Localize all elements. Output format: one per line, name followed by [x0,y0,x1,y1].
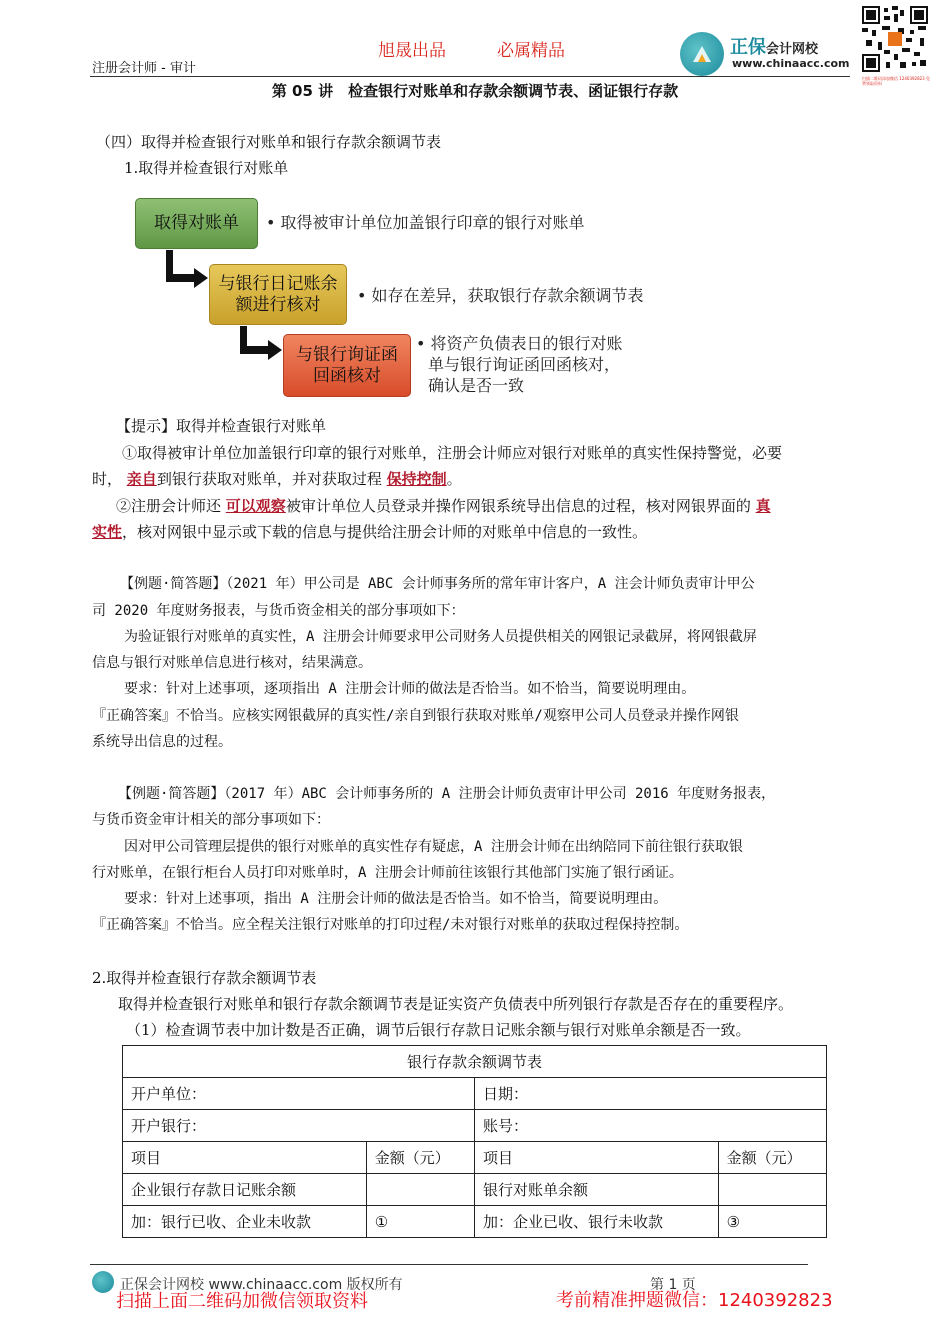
footer-page-number: 第 1 页 [650,1277,696,1293]
reconciliation-table [122,1045,827,1238]
table-row [123,1110,827,1142]
flow-arrow-2-icon [234,326,284,362]
table-row [123,1206,827,1238]
statement-balance-cell: 银行对账单余额 [474,1174,718,1206]
col-amount-right: 金额（元） [718,1142,826,1174]
footer-copyright: 正保会计网校 www.chinaacc.com 版权所有 [120,1277,403,1293]
slogan-right: 必属精品 [497,41,565,61]
company-received-cell: 加：企业已收、银行未收款 [474,1206,718,1238]
flow-step-3-line1: 与银行询证函 [296,344,398,365]
brand-name-suffix: 会计网校 [766,42,819,57]
ledger-balance-amount [366,1174,474,1206]
date-cell: 日期： [474,1078,826,1110]
ledger-balance-cell: 企业银行存款日记账余额 [123,1174,367,1206]
brand-mark-icon [690,42,714,66]
keyword-authenticity-part1: 真 [755,497,771,515]
tip-p1-end: 。 [446,470,462,488]
flow-note-1: • 取得被审计单位加盖银行印章的银行对账单 [266,213,585,232]
section-heading: （四）取得并检查银行对账单和银行存款余额调节表 [96,133,442,151]
table-row [123,1174,827,1206]
example2-line4: 行对账单，在银行柜台人员打印对账单时，A 注册会计师前往该银行其他部门实施了银行函证。 [92,865,683,881]
tip-p2-middle: 被审计单位人员登录并操作网银系统导出信息的过程，核对网银界面的 [285,497,751,515]
keyword-can-observe: 可以观察 [225,497,286,515]
subsection-2-title: 2.取得并检查银行存款余额调节表 [92,969,317,987]
lecture-title: 第 05 讲 检查银行对账单和存款余额调节表、函证银行存款 [271,82,679,100]
col-item-left: 项目 [123,1142,367,1174]
open-bank-cell: 开户银行： [123,1110,475,1142]
subsection-2-check-item: （1）检查调节表中加计数是否正确，调节后银行存款日记账余额与银行对账单余额是否一致。 [126,1021,751,1039]
tip-p1-middle: 到银行获取对账单，并对获取过程 [156,470,382,488]
tip-p1-prefix: 时， [92,470,123,488]
table-title-row [123,1046,827,1078]
brand-url[interactable]: www.chinaacc.com [732,57,850,70]
flow-note-2: • 如存在差异，获取银行存款余额调节表 [357,286,644,305]
footer-divider [90,1264,808,1265]
footer-promo-left: 扫描上面二维码加微信领取资料 [116,1291,368,1312]
example1-requirement: 要求：针对上述事项，逐项指出 A 注册会计师的做法是否恰当。如不恰当，简要说明理由。 [124,681,696,697]
tip-p1-line2 [92,467,462,491]
tip-title: 【提示】取得并检查银行对账单 [116,417,327,435]
example2-line3: 因对甲公司管理层提供的银行对账单的真实性存有疑虑，A 注册会计师在出纳陪同下前往银行获取银 [124,839,743,855]
tip-p1-line1: ①取得被审计单位加盖银行印章的银行对账单，注册会计师应对银行对账单的真实性保持警觉，必要 [122,444,783,462]
open-unit-cell: 开户单位： [123,1078,475,1110]
table-row [123,1078,827,1110]
example1-line4: 信息与银行对账单信息进行核对，结果满意。 [92,655,372,671]
example2-line1: 【例题·简答题】（2017 年）ABC 会计师事务所的 A 注册会计师负责审计甲公司 2016 年度财务报表， [118,786,776,802]
qr-code-icon [862,6,928,72]
flow-note-3-line3: 确认是否一致 [428,376,525,395]
bank-received-amount: ① [366,1206,474,1238]
example1-line2: 司 2020 年度财务报表，与货币资金相关的部分事项如下： [92,603,465,619]
slogan-left: 旭晟出品 [378,41,446,61]
flow-step-obtain-statement [135,198,258,249]
example1-line1: 【例题·简答题】（2021 年）甲公司是 ABC 会计师事务所的常年审计客户，A 注会计师负责审计甲公 [120,576,755,592]
course-name: 注册会计师 - 审计 [92,61,196,76]
col-amount-left: 金额（元） [366,1142,474,1174]
keyword-in-person: 亲自 [126,470,157,488]
flow-step-2-line2: 额进行核对 [235,294,321,315]
flow-step-compare-ledger [209,264,347,325]
footer-promo-right: 考前精准押题微信：1240392823 [556,1290,833,1311]
flow-note-3-line1: • 将资产负债表日的银行对账 [416,334,623,353]
keyword-authenticity-part2: 实性 [92,523,123,541]
flow-step-1-line1: 取得对账单 [154,213,239,233]
account-cell: 账号： [474,1110,826,1142]
tip-p2-prefix: ②注册会计师还 [116,497,222,515]
bank-received-cell: 加：银行已收、企业未收款 [123,1206,367,1238]
example2-answer: 『正确答案』不恰当。应全程关注银行对账单的打印过程/未对银行对账单的获取过程保持控制。 [92,917,689,933]
example2-line2: 与货币资金审计相关的部分事项如下： [92,812,330,828]
statement-balance-amount [718,1174,826,1206]
example1-line3: 为验证银行对账单的真实性，A 注册会计师要求甲公司财务人员提供相关的网银记录截屏，将网银截屏 [124,629,757,645]
flow-step-3-line2: 回函核对 [313,365,381,386]
col-item-right: 项目 [474,1142,718,1174]
tip-p2-end: ，核对网银中显示或下载的信息与提供给注册会计师的对账单中信息的一致性。 [122,523,648,541]
example2-requirement: 要求：针对上述事项，指出 A 注册会计师的做法是否恰当。如不恰当，简要说明理由。 [124,891,668,907]
flow-step-2-line1: 与银行日记账余 [218,273,338,294]
flow-step-compare-confirmation [283,334,411,397]
table-header-row [123,1142,827,1174]
flow-arrow-1-icon [160,250,210,290]
brand-name-main: 正保 [730,37,766,58]
tip-p2-line2 [92,520,647,544]
example1-answer-cont: 系统导出信息的过程。 [92,734,232,750]
company-received-amount: ③ [718,1206,826,1238]
table-title: 银行存款余额调节表 [123,1046,827,1078]
keyword-maintain-control: 保持控制 [386,470,447,488]
brand-name[interactable] [730,33,818,59]
subsection-2-paragraph: 取得并检查银行对账单和银行存款余额调节表是证实资产负债表中所列银行存款是否存在的重要程序。 [118,995,794,1013]
footer-logo-icon [92,1271,114,1293]
tip-p2-line1 [116,494,771,518]
subsection-1-title: 1.取得并检查银行对账单 [124,159,289,177]
example1-answer: 『正确答案』不恰当。应核实网银截屏的真实性/亲自到银行获取对账单/观察甲公司人员登录并操作网银 [92,708,739,724]
header-divider [90,76,850,77]
flow-note-3-line2: 单与银行询证函回函核对， [428,355,621,374]
qr-caption: 扫描二维码添加微信 1240392823 免费领取资料 [862,76,930,86]
